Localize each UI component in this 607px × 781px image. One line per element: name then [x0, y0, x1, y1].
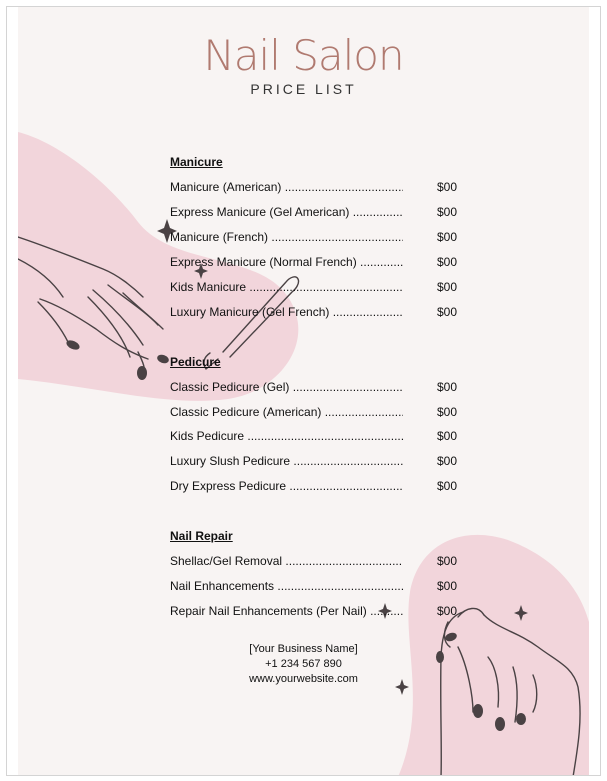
price-list-sheet	[18, 7, 589, 776]
service-name: Luxury Manicure (Gel French) .....	[170, 305, 403, 319]
section-title-pedicure: Pedicure	[170, 355, 221, 369]
price-row	[170, 579, 460, 595]
business-name: [Your Business Name]	[249, 643, 358, 655]
business-contact	[18, 642, 589, 687]
service-name: Classic Pedicure (American) .....	[170, 405, 403, 419]
service-name: Repair Nail Enhancements (Per Nail) .....	[170, 604, 403, 618]
service-price: $00	[437, 405, 458, 419]
price-row	[170, 180, 460, 196]
service-price: $00	[437, 554, 458, 568]
price-row	[170, 305, 460, 321]
document-page	[6, 6, 601, 776]
service-name: Dry Express Pedicure .....	[170, 479, 403, 493]
service-price: $00	[437, 205, 458, 219]
price-row	[170, 604, 460, 620]
service-price: $00	[437, 380, 458, 394]
section-title-manicure: Manicure	[170, 155, 223, 169]
price-row	[170, 230, 460, 246]
price-row	[170, 554, 460, 570]
service-name: Kids Pedicure .....	[170, 429, 403, 443]
price-row	[170, 380, 460, 396]
page-subtitle: PRICE LIST	[250, 81, 357, 97]
service-name: Manicure (American) .....	[170, 180, 403, 194]
price-row	[170, 479, 460, 495]
service-price: $00	[437, 479, 458, 493]
business-website[interactable]: www.yourwebsite.com	[249, 673, 358, 685]
service-name: Manicure (French) .....	[170, 230, 403, 244]
service-price: $00	[437, 230, 458, 244]
price-row	[170, 280, 460, 296]
price-row	[170, 405, 460, 421]
service-name: Express Manicure (Gel American) .....	[170, 205, 403, 219]
section-title-nail-repair: Nail Repair	[170, 529, 233, 543]
page-title: Nail Salon	[203, 31, 404, 80]
service-name: Kids Manicure .....	[170, 280, 403, 294]
price-row	[170, 454, 460, 470]
service-price: $00	[437, 305, 458, 319]
business-phone: +1 234 567 890	[265, 658, 342, 670]
service-price: $00	[437, 180, 458, 194]
service-name: Luxury Slush Pedicure .....	[170, 454, 403, 468]
price-row	[170, 255, 460, 271]
service-price: $00	[437, 280, 458, 294]
service-price: $00	[437, 255, 458, 269]
service-name: Shellac/Gel Removal .....	[170, 554, 403, 568]
service-name: Nail Enhancements .....	[170, 579, 403, 593]
service-price: $00	[437, 579, 458, 593]
service-price: $00	[437, 604, 458, 618]
service-price: $00	[437, 429, 458, 443]
price-row	[170, 205, 460, 221]
service-name: Express Manicure (Normal French) .....	[170, 255, 403, 269]
service-price: $00	[437, 454, 458, 468]
price-row	[170, 429, 460, 445]
service-name: Classic Pedicure (Gel) .....	[170, 380, 403, 394]
